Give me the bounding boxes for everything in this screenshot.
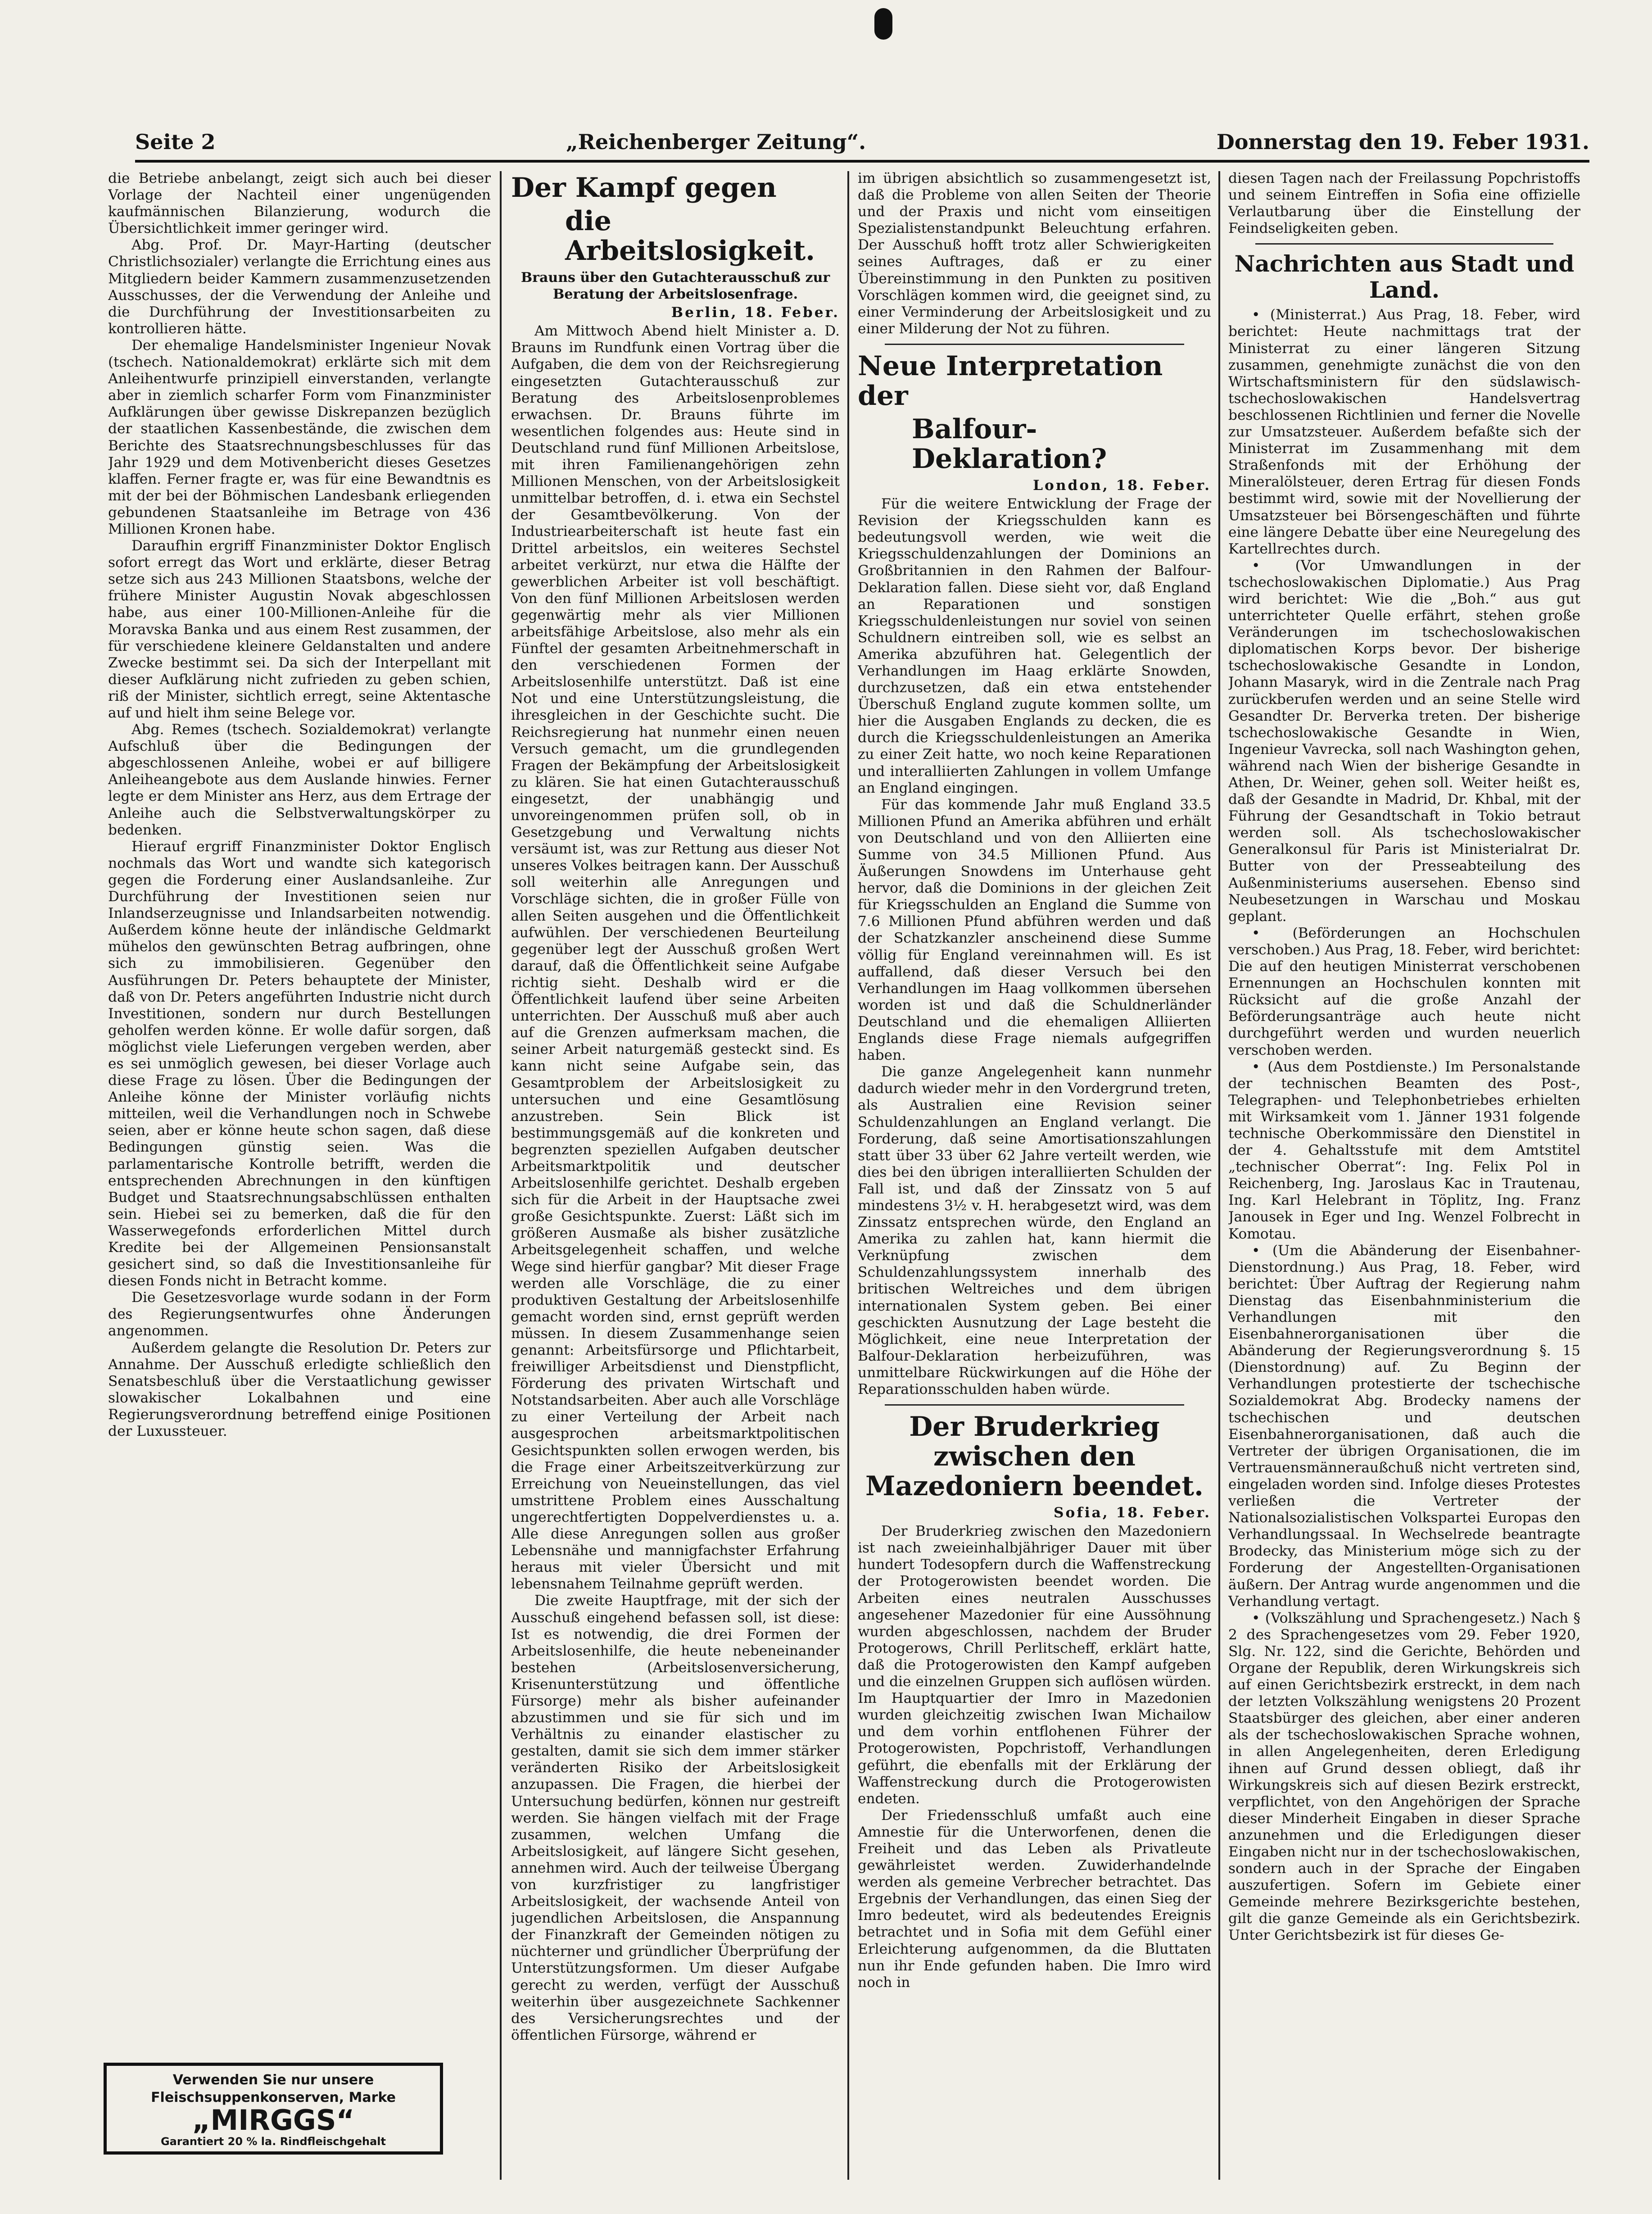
dateline: Berlin, 18. Feber. bbox=[671, 304, 840, 321]
paragraph: Am Mittwoch Abend hielt Minister a. D. Brauns im Rundfunk einen Vortrag über die Aufgaben, die dem von der Reichsregierung eingesetzten Gutachterausschuß zur Beratung des Arbeitslosenproblemes erwachsen. Dr. Brauns führte im wesentlichen folgendes aus: Heute sind in Deutschland rund fünf Millionen Arbeitslose, mit ihren Familienangehörigen zehn Millionen Menschen, von der Arbeitslosigkeit unmittelbar betroffen, d. i. etwa ein Sechstel der Gesamtbevölkerung. Von der Industriearbeiterschaft ist heute fast ein Drittel arbeitslos, ein weiteres Sechstel arbeitet verkürzt, nur etwa die Hälfte der gewerblichen Arbeiter ist voll beschäftigt. Von den fünf Millionen Arbeitslosen werden gegenwärtig mehr als vier Millionen arbeitsfähige Arbeitslose, also mehr als ein Fünftel der gesamten Arbeitnehmerschaft in den verschiedenen Formen der Arbeitslosenhilfe unterstützt. Daß ist eine Not und eine Unterstützungsleistung, die ihresgleichen in der Geschichte sucht. Die Reichsregierung hat nunmehr einen neuen Versuch gemacht, um die grundlegenden Fragen der Bekämpfung der Arbeitslosigkeit zu klären. Sie hat einen Gutachterausschuß eingesetzt, der unabhängig und unvoreingenommen prüfen soll, ob in Gesetzgebung und Verwaltung nichts versäumt ist, was zur Rettung aus dieser Not unseres Volkes beitragen kann. Der Ausschuß soll weiterhin alle Anregungen und Vorschläge sichten, die in großer Fülle von allen Seiten ausgehen und die Öffentlichkeit aufwühlen. Der verschiedenen Beurteilung gegenüber legt der Ausschuß großen Wert darauf, daß die Öffentlichkeit seine Aufgabe richtig sieht. Deshalb wird er die Öffentlichkeit laufend über seine Arbeiten unterrichten. Der Ausschuß muß aber auch auf die Grenzen aufmerksam machen, die seiner Arbeit naturgemäß gesteckt sind. Es kann nicht seine Aufgabe sein, das Gesamtproblem der Arbeitslosigkeit zu untersuchen und eine Gesamtlösung anzustreben. Sein Blick ist bestimmungsgemäß auf die konkreten und begrenzten speziellen Aufgaben deutscher Arbeitsmarktpolitik und deutscher Arbeitslosenhilfe gerichtet. Deshalb ergeben sich für die Arbeit in der Hauptsache zwei große Gesichtspunkte. Zuerst: Läßt sich im größeren Ausmaße als bisher zusätzliche Arbeitsgelegenheit schaffen, und welche Wege sind hierfür gangbar? Mit dieser Frage werden alle Vorschläge, die zu einer produktiven Gestaltung der Arbeitslosenhilfe gemacht worden sind, ernst geprüft werden müssen. In diesem Zusammenhange seien genannt: Arbeitsfürsorge und Pflichtarbeit, freiwilliger Arbeitsdienst und Dienstpflicht, Förderung des privaten Wirtschaft und Notstandsarbeiten. Aber auch alle Vorschläge zu einer Verteilung der Arbeit nach ausgesprochen arbeitsmarktpolitischen Gesichtspunkten sollen erwogen werden, bis die Frage einer Arbeitszeitverkürzung zur Erreichung von Neueinstellungen, das viel umstrittene Problem eines Ausschaltung ungerechtfertigten Doppelverdienstes u. a. Alle diese Anregungen sollen aus großer Lebensnähe und mannigfachster Erfahrung heraus mit vieler Übersicht und mit lebensnahem Teilnahme geprüft werden. bbox=[511, 323, 840, 1592]
column-1 bbox=[108, 170, 491, 2057]
paragraph: Abg. Remes (tschech. Sozialdemokrat) verlangte Aufschluß über die Bedingungen der abgeschlossenen Anleihe, wobei er auf billigere Anleiheangebote aus dem Auslande hinwies. Ferner legte er dem Minister ans Herz, aus dem Ertrage der Anleihe auch die Selbstverwaltungskörper zu bedenken. bbox=[108, 721, 491, 838]
paragraph: Die Gesetzesvorlage wurde sodann in der Form des Regierungsentwurfes ohne Änderungen angenommen. bbox=[108, 1289, 491, 1339]
paragraph: Daraufhin ergriff Finanzminister Doktor Englisch sofort erregt das Wort und erklärte, dieser Betrag setze sich aus 243 Millionen Staatsbons, welche der frühere Minister Augustin Novak abgeschlossen habe, aus einer 100-Millionen-Anleihe für die Moravska Banka und aus einem Rest zusammen, der für verschiedene kleinere Geldanstalten und andere Zwecke bestimmt sei. Da sich der Interpellant mit dieser Aufklärung nicht zufrieden zu geben schien, riß der Minister, sichtlich erregt, seine Aktentasche auf und hielt ihm seine Belege vor. bbox=[108, 538, 491, 721]
column-4 bbox=[1228, 170, 1580, 2183]
divider bbox=[885, 344, 1184, 345]
subheadline: Brauns über den Gutachterausschuß zur Beratung der Arbeitslosenfrage. bbox=[520, 270, 830, 303]
paragraph: Der Friedensschluß umfaßt auch eine Amnestie für die Unterworfenen, denen die Freiheit und das Leben als Privatleute gewährleistet werden. Zuwiderhandelnde werden als gemeine Verbrecher betrachtet. Das Ergebnis der Verhandlungen, das einen Sieg der Imro bedeutet, wird als bedeutendes Ereignis betrachtet und in Sofia mit dem Gefühl einer Erleichterung aufgenommen, da die Bluttaten nun ihr Ende gefunden haben. Die Imro wird noch in bbox=[858, 1807, 1211, 1991]
headline: Der Bruderkrieg zwischen den Mazedoniern beendet. bbox=[865, 1411, 1204, 1502]
ad-brand: „MIRGGS“ bbox=[192, 2104, 355, 2137]
paragraph: • (Ministerrat.) Aus Prag, 18. Feber, wird berichtet: Heute nachmittags trat der Ministerrat zu einer längeren Sitzung zusammen, genehmigte zunächst die von den Wirtschaftsministern für den südslawisch-tschechoslowakischen Handelsvertrag beschlossenen Richtlinien und ferner die Novelle zur Umsatzsteuer. Außerdem befaßte sich der Ministerrat im Zusammenhang mit dem Straßenfonds mit der Erhöhung der Mineralölsteuer, deren Ertrag für diesen Fonds bestimmt wird, sowie mit der Novellierung der Umsatzsteuer bei Börsengeschäften und führte eine längere Debatte über eine Neuregelung des Kartellrechtes durch. bbox=[1228, 307, 1580, 557]
divider bbox=[885, 1404, 1184, 1406]
ad-line: Garantiert 20 % la. Rindfleischgehalt bbox=[160, 2135, 386, 2148]
paragraph: die Betriebe anbelangt, zeigt sich auch bei dieser Vorlage der Nachteil einer ungenügenden kaufmännischen Bilanzierung, wodurch die Übersichtlichkeit immer geringer wird. bbox=[108, 170, 491, 237]
ad-line: Fleischsuppenkonserven, Marke bbox=[151, 2090, 396, 2105]
dateline: Sofia, 18. Feber. bbox=[1054, 1505, 1211, 1521]
paragraph: • (Volkszählung und Sprachengesetz.) Nach § 2 des Sprachengesetzes vom 29. Feber 1920, Slg. Nr. 122, sind die Gerichte, Behörden und Organe der Republik, deren Wirkungskreis sich auf einen Gerichtsbezirk erstreckt, in dem nach der letzten Volkszählung wenigstens 20 Prozent Staatsbürger des gleichen, aber einer anderen als der tschechoslowakischen Sprache wohnen, in allen Angelegenheiten, deren Erledigung ihnen auf Grund dessen obliegt, daß ihr Wirkungskreis sich auf diesen Bezirk erstreckt, verpflichtet, von den Angehörigen der Sprache dieser Minderheit Eingaben in dieser Sprache anzunehmen und die Erledigungen dieser Eingaben nicht nur in der tschechoslowakischen, sondern auch in der Sprache der Eingaben auszufertigen. Sofern im Gebiete einer Gemeinde mehrere Bezirksgerichte bestehen, gilt die ganze Gemeinde als ein Gerichtsbezirk. Unter Gerichtsbezirk ist für dieses Ge- bbox=[1228, 1610, 1580, 1944]
advertisement bbox=[104, 2063, 443, 2155]
headline: Nachrichten aus Stadt und Land. bbox=[1234, 250, 1575, 304]
paragraph: Abg. Prof. Dr. Mayr-Harting (deutscher Christlichsozialer) verlangte die Errichtung eines aus Mitgliedern beider Kammern zusammenzusetzenden Ausschusses, der die Verwendung der Anleihe und die Durchführung der Investitionsarbeiten zu kontrollieren hätte. bbox=[108, 237, 491, 337]
column-rule bbox=[847, 171, 849, 2180]
issue-date: Donnerstag den 19. Feber 1931. bbox=[1216, 130, 1589, 154]
dateline: London, 18. Feber. bbox=[1033, 477, 1211, 494]
column-rule bbox=[500, 171, 502, 2180]
paragraph: Hierauf ergriff Finanzminister Doktor Englisch nochmals das Wort und wandte sich kategorisch gegen die Forderung einer Auslandsanleihe. Zur Durchführung der Investitionen seien nur Inlandserzeugnisse und Inlandsarbeiten notwendig. Außerdem könne heute der inländische Geldmarkt mühelos den gewünschten Betrag aufbringen, ohne sich zu immobilisieren. Gegenüber den Ausführungen Dr. Peters behauptete der Minister, daß von Dr. Peters angeführten Industrie nicht durch Investitionen, sondern nur durch Bestellungen geholfen werden könne. Er wolle dafür sorgen, daß möglichst viele Lieferungen vergeben werden, aber es sei unmöglich gewesen, bei dieser Vorlage auch diese Frage zu lösen. Über die Bedingungen der Anleihe könne der Minister vorläufig nichts mitteilen, weil die Verhandlungen noch in Schwebe seien, aber er könne heute schon sagen, daß diese Bedingungen günstig seien. Was die parlamentarische Kontrolle betrifft, werden die entsprechenden Abrechnungen in den künftigen Budget und Staatsrechnungsabschlüssen enthalten sein. Hiebei sei zu bemerken, daß die für den Wasserwegefonds erforderlichen Mittel durch Kredite bei der Allgemeinen Pensionsanstalt gesichert sind, so daß die Investitionsanleihe für diesen Fonds nicht in Betracht komme. bbox=[108, 838, 491, 1289]
paragraph: • (Aus dem Postdienste.) Im Personalstande der technischen Beamten des Post-, Telegraphen- und Telephonbetriebes erhielten mit Wirksamkeit vom 1. Jänner 1931 folgende technische Oberkommissäre den Dienstitel in der 4. Gehaltsstufe mit dem Amtstitel „technischer Oberrat“: Ing. Felix Pol in Reichenberg, Ing. Jaroslaus Kac in Trautenau, Ing. Karl Helebrant in Töplitz, Ing. Franz Janousek in Eger und Ing. Wenzel Folbrecht in Komotau. bbox=[1228, 1058, 1580, 1242]
divider bbox=[1255, 243, 1553, 245]
punch-hole bbox=[874, 8, 892, 40]
headline: Der Kampf gegen bbox=[511, 172, 777, 204]
paragraph: Für das kommende Jahr muß England 33.5 Millionen Pfund an Amerika abführen und erhält von Deutschland und von den Alliierten eine Summe von 34.5 Millionen Pfund. Aus Äußerungen Snowdens im Unterhause geht hervor, daß die Dominions in der gleichen Zeit für Kriegsschulden an England die Summe von 7.6 Millionen Pfund abführen werden und daß der Schatzkanzler anscheinend diese Summe völlig für England vereinnahmen will. Es ist auffallend, daß dieser Versuch bei den Verhandlungen im Haag vollkommen übersehen worden ist und daß die Schuldnerländer Deutschland und die ehemaligen Alliierten Englands diese Frage niemals aufgegriffen haben. bbox=[858, 796, 1211, 1064]
newspaper-title: „Reichenberger Zeitung“. bbox=[566, 130, 866, 154]
headline: Neue Interpretation der bbox=[858, 350, 1163, 412]
paragraph: im übrigen absichtlich so zusammengesetzt ist, daß die Probleme von allen Seiten der Theorie und der Praxis und nicht vom einseitigen Spezialistenstandpunkt Beleuchtung erfahren. Der Ausschuß hofft trotz aller Schwierigkeiten seines Auftrages, daß er zu einer Übereinstimmung in den Punkten zu positiven Vorschlägen kommen wird, die geeignet sind, zu einer Verminderung der Arbeitslosigkeit und zu einer Milderung der Not zu führen. bbox=[858, 170, 1211, 337]
ad-line: Verwenden Sie nur unsere bbox=[172, 2072, 374, 2088]
page-number: Seite 2 bbox=[135, 130, 216, 154]
headline: Balfour-Deklaration? bbox=[912, 413, 1107, 475]
paragraph: diesen Tagen nach der Freilassung Popchristoffs und seinem Eintreffen in Sofia eine offizielle Verlautbarung über die Einstellung der Feindseligkeiten geben. bbox=[1228, 170, 1580, 237]
paragraph: Der ehemalige Handelsminister Ingenieur Novak (tschech. Nationaldemokrat) erklärte sich mit dem Anleihentwurfe prinzipiell einverstanden, verlangte aber in ziemlich scharfer Form vom Finanzminister Aufklärungen über gewisse Diskrepanzen bezüglich der staatlichen Kassenbestände, die zwischen dem Berichte des Staatsrechnungsbeschlusses für das Jahr 1929 und dem Motivenbericht dieses Gesetzes klaffen. Ferner fragte er, was für eine Bewandtnis es mit der bei der Böhmischen Landesbank erliegenden gebundenen Staatsanleihe im Betrage von 436 Millionen Kronen habe. bbox=[108, 337, 491, 537]
paragraph: • (Beförderungen an Hochschulen verschoben.) Aus Prag, 18. Feber, wird berichtet: Die auf den heutigen Ministerrat verschobenen Ernennungen an Hochschulen konnten mit Rücksicht auf die große Anzahl der Beförderungsanträge auch heute nicht durchgeführt werden und wurden neuerlich verschoben werden. bbox=[1228, 925, 1580, 1058]
column-3 bbox=[858, 170, 1211, 2183]
paragraph: • (Um die Abänderung der Eisenbahner-Dienstordnung.) Aus Prag, 18. Feber, wird berichtet: Über Auftrag der Regierung nahm Dienstag das Eisenbahnministerium die Verhandlungen mit den Eisenbahnerorganisationen über die Abänderung der Regierungsverordnung §. 15 (Dienstordnung) auf. Zu Beginn der Verhandlungen protestierte der tschechische Sozialdemokrat Abg. Brodecky namens der tschechischen und deutschen Eisenbahnerorganisationen, daß auch die Vertreter der übrigen Organisationen, die im Vertrauensmänneraußchuß nicht vertreten sind, eingeladen worden sind. Infolge dieses Protestes verließen die Vertreter der Nationalsozialistischen Volkspartei Europas den Verhandlungssaal. In Wechselrede beantragte Brodecky, das Ministerium möge sich zu der Forderung der Angestellten-Organisationen äußern. Der Antrag wurde angenommen und die Verhandlung vertagt. bbox=[1228, 1242, 1580, 1610]
headline: die Arbeitslosigkeit. bbox=[565, 205, 815, 267]
paragraph: Für die weitere Entwicklung der Frage der Revision der Kriegsschulden kann es bedeutungsvoll werden, wie weit die Kriegsschuldenzahlungen der Dominions an Großbritannien in den Rahmen der Balfour-Deklaration fallen. Diese sieht vor, daß England an Reparationen und sonstigen Kriegsschuldenleistungen nur soviel von seinen Schuldnern eintreiben soll, wie es selbst an Amerika abzuführen hat. Gelegentlich der Verhandlungen im Haag erklärte Snowden, durchzusetzen, daß ein etwa entstehender Überschuß England zugute kommen sollte, um hier die Ausgaben Englands zu decken, die es durch die Kriegsschuldenleistungen an Amerika zu einer Zeit hatte, wo noch keine Reparationen und interalliierten Zahlungen in vollem Umfange an England eingingen. bbox=[858, 496, 1211, 796]
column-2 bbox=[511, 170, 840, 2183]
column-rule bbox=[1218, 171, 1220, 2180]
page-header bbox=[135, 128, 1589, 155]
paragraph: • (Vor Umwandlungen in der tschechoslowakischen Diplomatie.) Aus Prag wird berichtet: Wie die „Boh.“ aus gut unterrichteter Quelle erfährt, stehen große Veränderungen im tschechoslowakischen diplomatischen Korps bevor. Der bisherige tschechoslowakische Gesandte in London, Johann Masaryk, wird in die Zentrale nach Prag zurückberufen werden und an seine Stelle wird Gesandter Dr. Berverka treten. Der bisherige tschechoslowakische Gesandte in Wien, Ingenieur Vavrecka, soll nach Washington gehen, während nach Wien der bisherige Gesandte in Athen, Dr. Weiner, gehen soll. Weiter heißt es, daß der Gesandte in Madrid, Dr. Khbal, mit der Führung der Gesandtschaft in Tokio betraut werden soll. Als tschechoslowakischer Generalkonsul für Paris ist Ministerialrat Dr. Butter von der Presseabteilung des Außenministeriums ausersehen. Ebenso sind Neubesetzungen in Warschau und Moskau geplant. bbox=[1228, 557, 1580, 925]
paragraph: Außerdem gelangte die Resolution Dr. Peters zur Annahme. Der Ausschuß erledigte schließlich den Senatsbeschluß über die Verstaatlichung gewisser slowakischer Lokalbahnen und eine Regierungsverordnung betreffend einige Positionen der Luxussteuer. bbox=[108, 1339, 491, 1440]
paragraph: Der Bruderkrieg zwischen den Mazedoniern ist nach zweieinhalbjähriger Dauer mit über hundert Todesopfern durch die Waffenstreckung der Protogerowisten beendet worden. Die Arbeiten eines neutralen Ausschusses angesehener Mazedonier für eine Aussöhnung wurden abgeschlossen, nachdem der Bruder Protogerows, Chrill Perlitscheff, erklärt hatte, daß die Protogerowisten den Kampf aufgeben und die einzelnen Gruppen sich auflösen würden. Im Hauptquartier der Imro in Mazedonien wurden gleichzeitig zwischen Iwan Michailow und dem vorhin entflohenen Führer der Protogerowisten, Popchristoff, Verhandlungen geführt, die ebenfalls mit der Erklärung der Waffenstreckung durch die Protogerowisten endeten. bbox=[858, 1523, 1211, 1807]
paragraph: Die ganze Angelegenheit kann nunmehr dadurch wieder mehr in den Vordergrund treten, als Australien eine Revision seiner Schuldenzahlungen an England verlangt. Die Forderung, daß seine Amortisationszahlungen statt über 33 über 62 Jahre verteilt werden, wie dies bei den übrigen interalliierten Schulden der Fall ist, und daß der Zinssatz von 5 auf mindestens 3½ v. H. herabgesetzt wird, was dem Zinssatz entsprechen würde, den England an Amerika zu zahlen hat, kann hiermit die Verknüpfung zwischen dem Schuldenzahlungssystem innerhalb des britischen Weltreiches und dem übrigen internationalen System geben. Bei einer geschickten Ausnutzung der Lage besteht die Möglichkeit, eine neue Interpretation der Balfour-Deklaration herbeizuführen, was unmittelbare Rückwirkungen auf die Höhe der Reparationsschulden haben würde. bbox=[858, 1064, 1211, 1397]
paragraph: Die zweite Hauptfrage, mit der sich der Ausschuß eingehend befassen soll, ist diese: Ist es notwendig, die drei Formen der Arbeitslosenhilfe, die heute nebeneinander bestehen (Arbeitslosenversicherung, Krisenunterstützung und öffentliche Fürsorge) mehr als bisher aufeinander abzustimmen und sie für sich und im Verhältnis zu einander elastischer zu gestalten, damit sie sich dem immer stärker veränderten Risiko der Arbeitslosigkeit anzupassen. Die Fragen, die hierbei der Untersuchung bedürfen, können nur gestreift werden. Sie hängen vielfach mit der Frage zusammen, welchen Umfang die Arbeitslosigkeit, auf längere Sicht gesehen, annehmen wird. Auch der teilweise Übergang von kurzfristiger zu langfristiger Arbeitslosigkeit, der wachsende Anteil von jugendlichen Arbeitslosen, die Anspannung der Finanzkraft der Gemeinden nötigen zu nüchterner und gründlicher Überprüfung der Unterstützungsformen. Um dieser Aufgabe gerecht zu werden, verfügt der Ausschuß weiterhin über ausgezeichnete Sachkenner des Versicherungsrechtes und der öffentlichen Fürsorge, während er bbox=[511, 1592, 840, 2043]
header-rule bbox=[135, 160, 1589, 163]
